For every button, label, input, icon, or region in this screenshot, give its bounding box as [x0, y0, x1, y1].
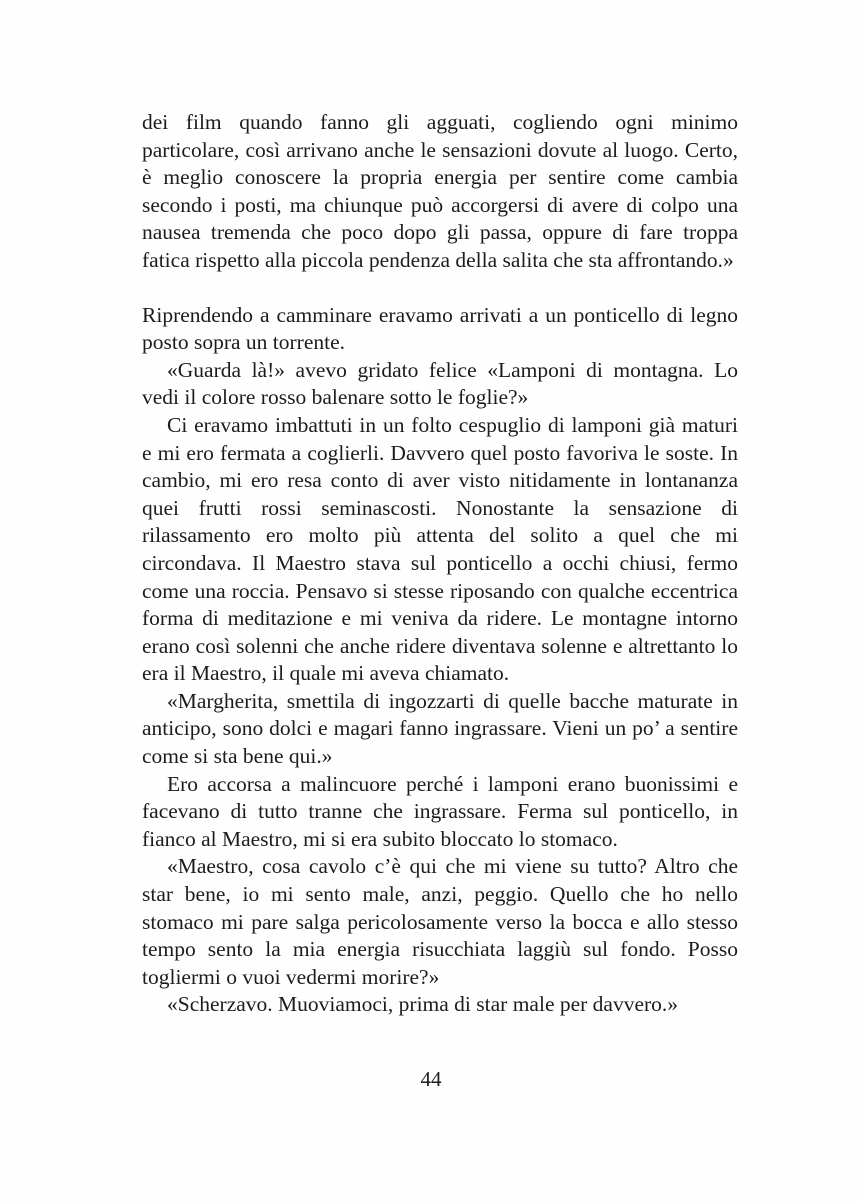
- paragraph-joke: «Scherzavo. Muoviamoci, prima di star male per davvero.»: [167, 992, 679, 1017]
- paragraph-continuation: dei film quando fanno gli agguati, cogliendo ogni minimo particolare, così arrivano anche le sensazioni dovute al luogo. Certo, è meglio conoscere la propria energia per sentire come cambia secondo i posti, ma chiunque può accorgersi di avere di colpo una nausea tremenda che poco dopo gli passa, oppure di fare troppa fatica rispetto alla piccola pendenza della salita che sta affrontando.»: [142, 110, 738, 272]
- paragraph-bush-description: Ci eravamo imbattuti in un folto cespuglio di lamponi già maturi e mi ero fermata a coglierli. Davvero quel posto favoriva le soste. In cambio, mi ero resa conto di aver visto nitidamente in lontananza quei frutti rossi seminascosti. Nonostante la sensazione di rilassamento ero molto più attenta del solito a quel che mi circondava. Il Maestro stava sul ponticello a occhi chiusi, fermo come una roccia. Pensavo si stesse riposando con qualche eccentrica forma di meditazione e mi veniva da ridere. Le montagne intorno erano così solenni che anche ridere diventava solenne e altrettanto lo era il Maestro, il quale mi aveva chiamato.: [142, 412, 738, 686]
- paragraph-stomach-blocked: Ero accorsa a malincuore perché i lamponi erano buonissimi e facevano di tutto tranne che ingrassare. Ferma sul ponticello, in fianco al Maestro, mi si era subito bloccato lo stomaco.: [142, 771, 738, 851]
- body-text: [142, 109, 738, 1019]
- paragraph-raspberries-shout: «Guarda là!» avevo gridato felice «Lamponi di montagna. Lo vedi il colore rosso balenare sotto le foglie?»: [142, 357, 738, 410]
- paragraph-maestro-calls: «Margherita, smettila di ingozzarti di quelle bacche maturate in anticipo, sono dolci e magari fanno ingrassare. Vieni un po’ a sentire come si sta bene qui.»: [142, 688, 738, 769]
- paragraph-bridge-arrival: Riprendendo a camminare eravamo arrivati a un ponticello di legno posto sopra un torrente.: [142, 302, 738, 355]
- paragraph-complaint: «Maestro, cosa cavolo c’è qui che mi viene su tutto? Altro che star bene, io mi sento male, anzi, peggio. Quello che ho nello stomaco mi pare salga pericolosamente verso la bocca e allo stesso tempo sento la mia energia risucchiata laggiù sul fondo. Posso togliermi o vuoi vedermi morire?»: [142, 854, 738, 989]
- page-number: 44: [420, 1067, 442, 1091]
